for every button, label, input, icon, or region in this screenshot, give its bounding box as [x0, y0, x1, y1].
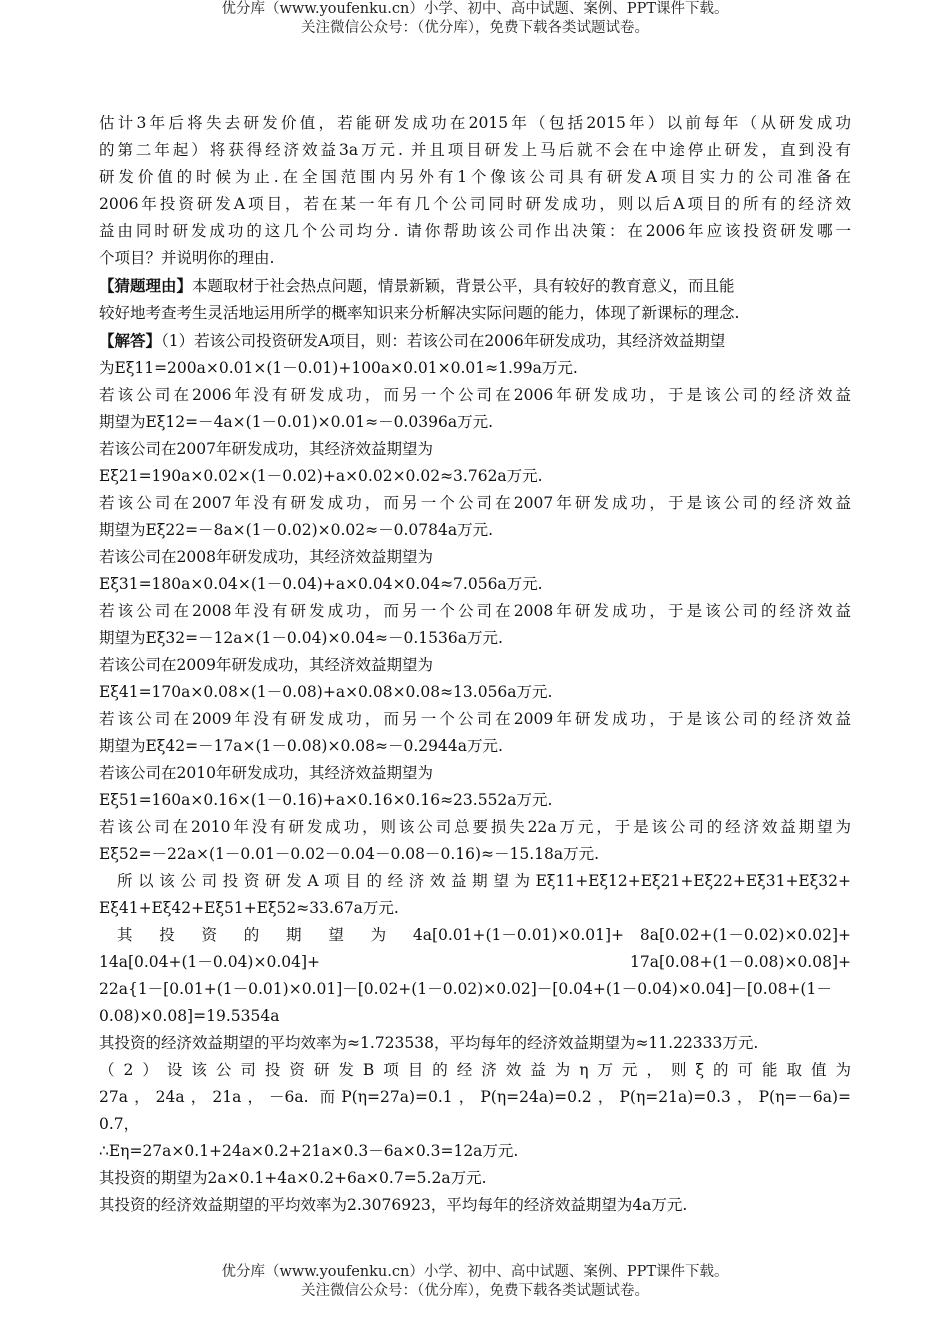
text-line: 若该公司在2010年没有研发成功，则该公司总要损失22a万元，于是该公司的经济效益期望为	[99, 818, 851, 836]
text-line: 0.08)×0.08]=19.5354a	[99, 1007, 280, 1025]
text-line: 较好地考查考生灵活地运用所学的概率知识来分析解决实际问题的能力，体现了新课标的理念.	[99, 304, 740, 322]
text-line: 若该公司在2007年没有研发成功，而另一个公司在2007年研发成功，于是该公司的经济效益	[99, 494, 851, 512]
document-body	[99, 110, 851, 1219]
reason-tag: 【猜题理由】	[99, 276, 193, 295]
text-line: 其投资的期望为2a×0.1+4a×0.2+6a×0.7=5.2a万元.	[99, 1169, 487, 1187]
text-line: 其 投 资 的 期 望 为 4a[0.01+(1－0.01)×0.01]+ 8a[0.02+(1－0.02)×0.02]+	[117, 926, 851, 944]
text-line: 若该公司在2008年没有研发成功，而另一个公司在2008年研发成功，于是该公司的经济效益	[99, 602, 851, 620]
text-line: 其投资的经济效益期望的平均效率为2.3076923，平均每年的经济效益期望为4a万元.	[99, 1196, 688, 1214]
text-line: 期望为Eξ22=－8a×(1－0.02)×0.02≈－0.0784a万元.	[99, 521, 494, 539]
text-line: 若该公司在2006年没有研发成功，而另一个公司在2006年研发成功，于是该公司的经济效益	[99, 386, 851, 404]
text-line: 期望为Eξ12=－4a×(1－0.01)×0.01≈－0.0396a万元.	[99, 413, 494, 431]
page-footer	[0, 1263, 950, 1301]
text-line: 所以该公司投资研发A项目的经济效益期望为Eξ11+Eξ12+Eξ21+Eξ22+Eξ31+Eξ32+	[117, 872, 851, 890]
footer-line-1: 优分库（www.youfenku.cn）小学、初中、高中试题、案例、PPT课件下载。	[221, 1264, 729, 1280]
text-line: Eξ31=180a×0.04×(1－0.04)+a×0.04×0.04≈7.056a万元.	[99, 575, 543, 593]
text-line: 期望为Eξ42=－17a×(1－0.08)×0.08≈－0.2944a万元.	[99, 737, 503, 755]
text-line: 22a{1－[0.01+(1－0.01)×0.01]－[0.02+(1－0.02)×0.02]－[0.04+(1－0.04)×0.04]－[0.08+(1－	[99, 980, 832, 998]
text-line: 估计3年后将失去研发价值，若能研发成功在2015年（包括2015年）以前每年（从研发成功	[99, 114, 851, 132]
header-line-2: 关注微信公众号：（优分库），免费下载各类试题试卷。	[301, 20, 649, 36]
text-line: 2006年投资研发A项目，若在某一年有几个公司同时研发成功，则以后A项目的所有的经济效	[99, 195, 851, 213]
text-line: 若该公司在2009年研发成功，其经济效益期望为	[99, 656, 433, 674]
text-line: 为Eξ11=200a×0.01×(1－0.01)+100a×0.01×0.01≈1.99a万元.	[99, 359, 578, 377]
answer-paragraph	[99, 327, 851, 355]
text-line: （2）设该公司投资研发B项目的经济效益为η万元，则ξ的可能取值为	[99, 1061, 851, 1079]
header-line-1: 优分库（www.youfenku.cn）小学、初中、高中试题、案例、PPT课件下载。	[221, 1, 729, 17]
text-line: 若该公司在2008年研发成功，其经济效益期望为	[99, 548, 433, 566]
text-line: Eξ21=190a×0.02×(1－0.02)+a×0.02×0.02≈3.762a万元.	[99, 467, 543, 485]
answer-text: （1）若该公司投资研发A项目，则：若该公司在2006年研发成功，其经济效益期望	[161, 332, 726, 350]
text-line: 若该公司在2009年没有研发成功，而另一个公司在2009年研发成功，于是该公司的经济效益	[99, 710, 851, 728]
text-line: Eξ41=170a×0.08×(1－0.08)+a×0.08×0.08≈13.056a万元.	[99, 683, 553, 701]
text-line: 0.7，	[99, 1115, 140, 1133]
text-line: 个项目？并说明你的理由.	[99, 249, 275, 267]
text-line: 期望为Eξ32=－12a×(1－0.04)×0.04≈－0.1536a万元.	[99, 629, 503, 647]
text-line: 研发价值的时候为止.在全国范围内另外有1个像该公司具有研发A项目实力的公司准备在	[99, 168, 851, 186]
text-line: Eξ51=160a×0.16×(1－0.16)+a×0.16×0.16≈23.552a万元.	[99, 791, 553, 809]
text-line: 益由同时研发成功的这几个公司均分. 请你帮助该公司作出决策：在2006年应该投资研发哪一	[99, 222, 851, 240]
text-line: Eξ41+Eξ42+Eξ51+Eξ52≈33.67a万元.	[99, 899, 399, 917]
text-line: 其投资的经济效益期望的平均效率为≈1.723538，平均每年的经济效益期望为≈11.22333万元.	[99, 1034, 759, 1052]
text-line: Eξ52=－22a×(1－0.01－0.02－0.04－0.08－0.16)≈－15.18a万元.	[99, 845, 600, 863]
page-header	[0, 0, 950, 38]
text-line: ∴Eη=27a×0.1+24a×0.2+21a×0.3－6a×0.3=12a万元.	[99, 1142, 519, 1160]
text-line: 14a[0.04+(1－0.04)×0.04]+ 17a[0.08+(1－0.08)×0.08]+	[99, 953, 851, 971]
reason-text: 本题取材于社会热点问题，情景新颖，背景公平，具有较好的教育意义，而且能	[192, 277, 735, 295]
footer-line-2: 关注微信公众号：（优分库），免费下载各类试题试卷。	[301, 1283, 649, 1299]
text-line: 若该公司在2010年研发成功，其经济效益期望为	[99, 764, 433, 782]
text-line: 27a，24a，21a，－6a. 而P(η=27a)=0.1，P(η=24a)=0.2，P(η=21a)=0.3，P(η=－6a)=	[99, 1088, 851, 1106]
answer-tag: 【解答】	[99, 331, 162, 350]
text-line: 的第二年起）将获得经济效益3a万元. 并且项目研发上马后就不会在中途停止研发，直到没有	[99, 141, 851, 159]
reason-paragraph	[99, 272, 851, 300]
text-line: 若该公司在2007年研发成功，其经济效益期望为	[99, 440, 433, 458]
